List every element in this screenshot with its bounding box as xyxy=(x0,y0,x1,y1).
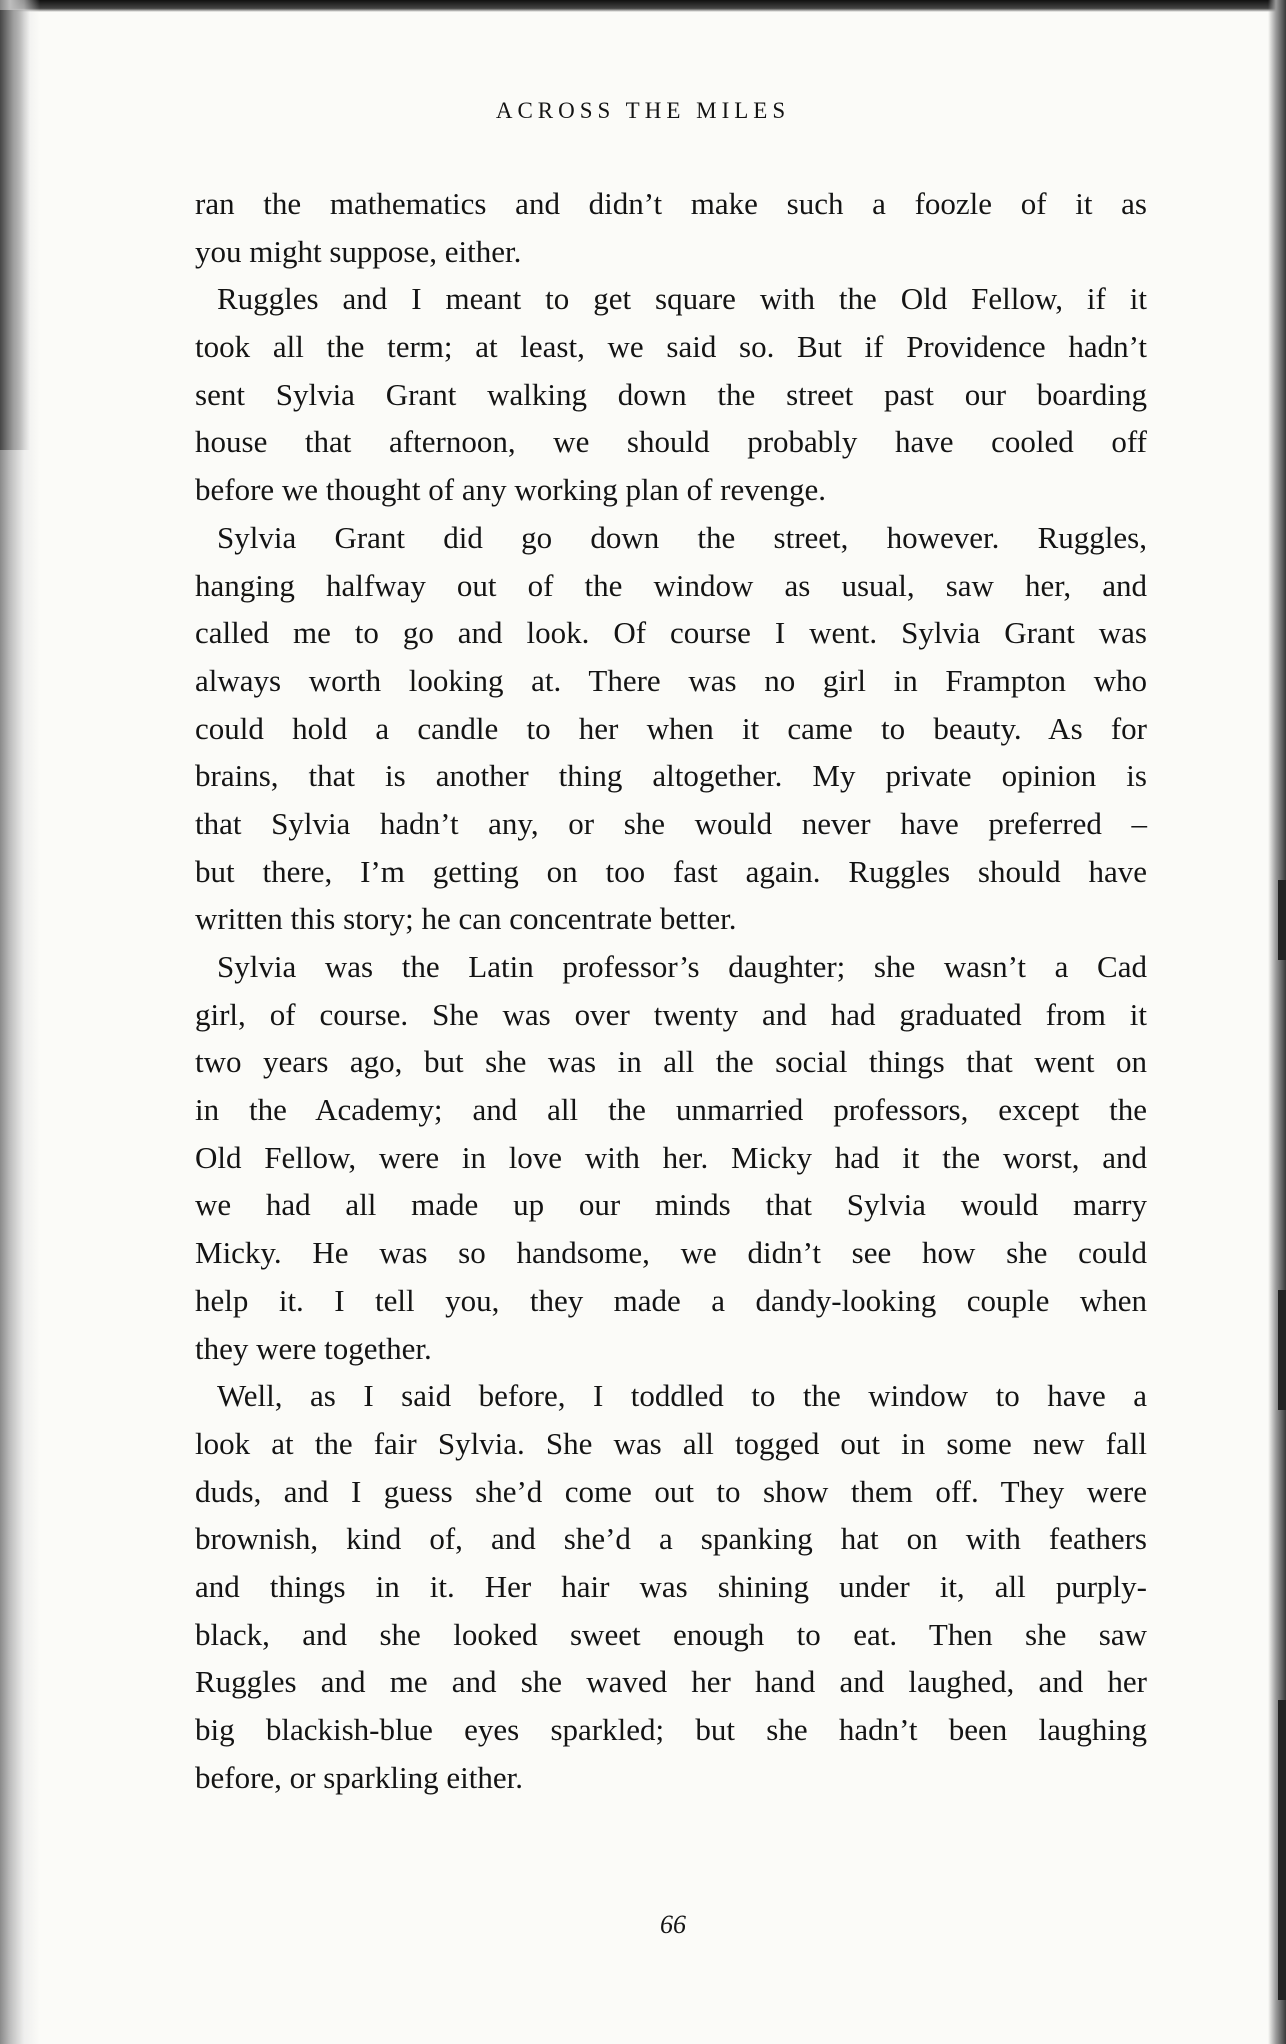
text-line: we had all made up our minds that Sylvia would marry xyxy=(195,1187,1147,1223)
scan-top-edge xyxy=(0,0,1286,12)
text-line: two years ago, but she was in all the social things that went on xyxy=(195,1044,1147,1080)
text-line: before, or sparkling either. xyxy=(195,1759,523,1795)
page-number: 66 xyxy=(660,1910,686,1939)
body-text xyxy=(195,180,1147,1801)
scan-binding-shadow xyxy=(0,10,30,450)
text-line: that Sylvia hadn’t any, or she would never have preferred – xyxy=(195,805,1147,841)
text-line: black, and she looked sweet enough to eat. Then she saw xyxy=(195,1616,1147,1652)
text-line: Micky. He was so handsome, we didn’t see how she could xyxy=(195,1235,1147,1271)
text-line: look at the fair Sylvia. She was all togged out in some new fall xyxy=(195,1425,1147,1461)
text-line: duds, and I guess she’d come out to show them off. They were xyxy=(195,1473,1147,1509)
text-line: Sylvia Grant did go down the street, however. Ruggles, xyxy=(217,519,1147,555)
text-line: took all the term; at least, we said so. But if Providence hadn’t xyxy=(195,329,1147,365)
text-line: big blackish-blue eyes sparkled; but she hadn’t been laughing xyxy=(195,1712,1147,1747)
text-line: always worth looking at. There was no girl in Frampton who xyxy=(195,662,1147,698)
text-line: called me to go and look. Of course I went. Sylvia Grant was xyxy=(195,615,1147,651)
paragraph xyxy=(195,1372,1147,1801)
text-line: written this story; he can concentrate better. xyxy=(195,901,737,937)
text-line: you might suppose, either. xyxy=(195,233,522,269)
text-line: Ruggles and I meant to get square with the Old Fellow, if it xyxy=(217,281,1147,317)
text-line: Well, as I said before, I toddled to the window to have a xyxy=(217,1378,1147,1414)
text-line: but there, I’m getting on too fast again. Ruggles should have xyxy=(195,853,1147,889)
running-head: ACROSS THE MILES xyxy=(495,98,791,123)
text-line: house that afternoon, we should probably have cooled off xyxy=(195,424,1147,460)
text-line: could hold a candle to her when it came to beauty. As for xyxy=(195,710,1147,746)
paragraph xyxy=(195,275,1147,513)
text-line: in the Academy; and all the unmarried professors, except the xyxy=(195,1092,1147,1128)
text-line: help it. I tell you, they made a dandy-looking couple when xyxy=(195,1282,1147,1318)
text-line: Sylvia was the Latin professor’s daughter; she wasn’t a Cad xyxy=(217,949,1147,984)
paragraph xyxy=(195,514,1147,943)
text-line: Ruggles and me and she waved her hand and laughed, and her xyxy=(195,1664,1147,1700)
text-line: sent Sylvia Grant walking down the street past our boarding xyxy=(195,376,1147,412)
text-line: before we thought of any working plan of revenge. xyxy=(195,472,826,508)
paragraph xyxy=(195,943,1147,1372)
paragraph xyxy=(195,180,1147,275)
text-line: and things in it. Her hair was shining under it, all purply- xyxy=(195,1568,1147,1604)
text-line: Old Fellow, were in love with her. Micky had it the worst, and xyxy=(195,1139,1147,1175)
text-line: girl, of course. She was over twenty and had graduated from it xyxy=(195,996,1147,1032)
text-line: ran the mathematics and didn’t make such a foozle of it as xyxy=(195,186,1147,221)
text-line: they were together. xyxy=(195,1330,432,1366)
text-line: brownish, kind of, and she’d a spanking hat on with feathers xyxy=(195,1521,1147,1557)
text-line: hanging halfway out of the window as usual, saw her, and xyxy=(195,567,1147,603)
scan-right-edge xyxy=(1268,0,1286,2044)
text-line: brains, that is another thing altogether. My private opinion is xyxy=(195,758,1147,794)
